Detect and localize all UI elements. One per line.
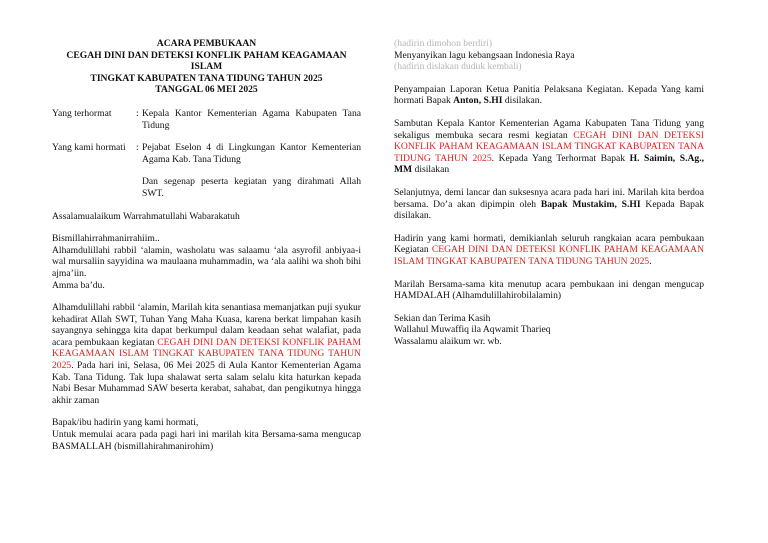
summary-text-end: . — [649, 255, 652, 267]
committee-report-text: Penyampaian Laporan Ketua Panitia Pelaksana Kegiatan. Kepada Yang kami hormati Bapak — [394, 83, 704, 107]
hamdalah-paragraph: Marilah Bersama-sama kita menutup acara pembukaan ini dengan mengucap HAMDALAH (Alhamdulillahirobilalamin) — [394, 278, 704, 302]
closing-address: Bapak/ibu hadirin yang kami hormati, — [52, 417, 199, 429]
prayer-text-end: Kepada Bapak disilakan. — [394, 198, 704, 222]
committee-report-text-end: disilakan. — [502, 95, 542, 107]
basmallah-invitation: Untuk memulai acara pada pagi hari ini marilah kita Bersama-sama mengucap BASMALLAH (bismillahirahmanirohim) — [52, 429, 361, 452]
spacer — [394, 268, 704, 279]
address-respected — [52, 142, 361, 165]
prayer-text: Selanjutnya, demi lancar dan suksesnya acara pada hari ini. Marilah kita berdoa bersama. Do’a akan dipimpin oleh — [394, 186, 704, 210]
event-name-highlight: CEGAH DINI DAN DETEKSI KONFLIK PAHAM KEAGAMAAN ISLAM TINGKAT KABUPATEN TANA TIDUNG TAHUN 2025 — [394, 244, 704, 267]
spacer — [52, 222, 361, 233]
address-honored-colon: : — [136, 107, 139, 119]
anthem-line: Menyanyikan lagu kebangsaan Indonesia Raya — [394, 49, 575, 61]
opening-prayer: Alhamdulillahi rabbil ‘alamin, washolatu was salaamu ‘ala asyrofil anbiyaa-i wal mursaliin sayyidina wa maulaana muhammadin, wa ‘ala aalihi wa shoh bihi ajma’iin. — [52, 244, 361, 279]
title-line-2: CEGAH DINI DAN DETEKSI KONFLIK PAHAM KEAGAMAAN ISLAM — [66, 49, 347, 73]
welcome-speech-text-end: disilakan — [412, 164, 450, 176]
signoff-thanks: Sekian dan Terima Kasih — [394, 312, 491, 324]
address-honored — [52, 108, 361, 131]
event-name-highlight: CEGAH DINI DAN DETEKSI KONFLIK PAHAM KEAGAMAAN ISLAM TINGKAT KABUPATEN TANA TIDUNG TAHUN 2025 — [394, 129, 704, 164]
summary-paragraph — [394, 233, 704, 268]
event-name-highlight: CEGAH DINI DAN DETEKSI KONFLIK PAHAM KEAGAMAAN ISLAM TINGKAT KABUPATEN TANA TIDUNG TAHUN 2025 — [52, 336, 361, 372]
address-honored-value: Kepala Kantor Kementerian Agama Kabupaten Tana Tidung — [142, 107, 361, 131]
prayer-leader-name: Bapak Mustakim, S.HI — [540, 198, 641, 210]
spacer — [394, 302, 704, 313]
address-honored-label: Yang terhormat — [52, 107, 112, 119]
opening-paragraph-text-end: . Pada hari ini, Selasa, 06 Mei 2025 di Aula Kantor Kementerian Agama Kab. Tana Tidung. Tak lupa shalawat serta salam selalu kita haturkan kepada Nabi Besar Muhammad SAW beserta kerabat, sahabat, dan pengikutnya hingga akhir zaman — [52, 360, 361, 406]
spacer — [394, 176, 704, 187]
welcome-speech — [394, 118, 704, 176]
spacer — [52, 200, 361, 211]
opening-paragraph-text: Alhamdulillahi rabbil ‘alamin, Marilah kita senantiasa memanjatkan puji syukur kehadirat Allah SWT, Tuhan Yang Maha Kuasa, karena berkat limpahan kasih sayangnya sehingga kita dapat berkumpul dalam keadaan sehat walafiat, pada acara pembukaan kegiatan — [52, 302, 361, 348]
signoff-phrase: Wallahul Muwaffiq ila Aqwamit Tharieq — [394, 324, 551, 336]
spacer — [52, 131, 361, 142]
committee-report — [394, 84, 704, 107]
welcome-speech-text-mid: . Kepada Yang Terhormat Bapak — [491, 152, 630, 164]
spacer — [394, 107, 704, 118]
spacer — [52, 291, 361, 302]
address-respected-value: Pejabat Eselon 4 di Lingkungan Kantor Kementerian Agama Kab. Tana Tidung — [142, 142, 361, 165]
spacer — [52, 406, 361, 417]
head-office-name: H. Saimin, S.Ag., MM — [394, 152, 704, 176]
sit-note: (hadirin dislakan duduk kembali) — [394, 61, 522, 73]
spacer — [394, 73, 704, 84]
summary-text: Hadirin yang kami hormati, demikianlah seluruh rangkaian acara pembukaan Kegiatan — [394, 232, 704, 256]
title-line-1: ACARA PEMBUKAAN — [156, 38, 257, 49]
document-title — [52, 38, 361, 96]
welcome-speech-text: Sambutan Kepala Kantor Kementerian Agama Kabupaten Tana Tidung yang sekaligus membuka secara resmi kegiatan — [394, 117, 704, 141]
greeting: Assalamualaikum Warrahmatullahi Wabarakatuh — [52, 210, 240, 222]
spacer — [52, 165, 361, 176]
title-line-3: TINGKAT KABUPATEN TANA TIDUNG TAHUN 2025 — [90, 72, 323, 84]
address-respected-colon: : — [136, 142, 139, 154]
title-line-4: TANGGAL 06 MEI 2025 — [155, 84, 258, 96]
right-column — [394, 38, 704, 347]
spacer — [394, 222, 704, 233]
bismillah-line: Bismillahirrahmanirrahiim.. — [52, 233, 160, 245]
signoff-salam: Wassalamu alaikum wr. wb. — [394, 335, 502, 347]
address-participants: Dan segenap peserta kegiatan yang dirahmati Allah SWT. — [142, 176, 361, 199]
stand-note: (hadirin dimohon berdiri) — [394, 38, 493, 49]
committee-chair-name: Anton, S.HI — [453, 95, 503, 107]
amma-badu: Amma ba’du. — [52, 279, 105, 291]
left-column — [52, 38, 361, 452]
address-respected-label: Yang kami hormati — [52, 142, 126, 154]
prayer-paragraph — [394, 187, 704, 222]
opening-paragraph — [52, 302, 361, 406]
